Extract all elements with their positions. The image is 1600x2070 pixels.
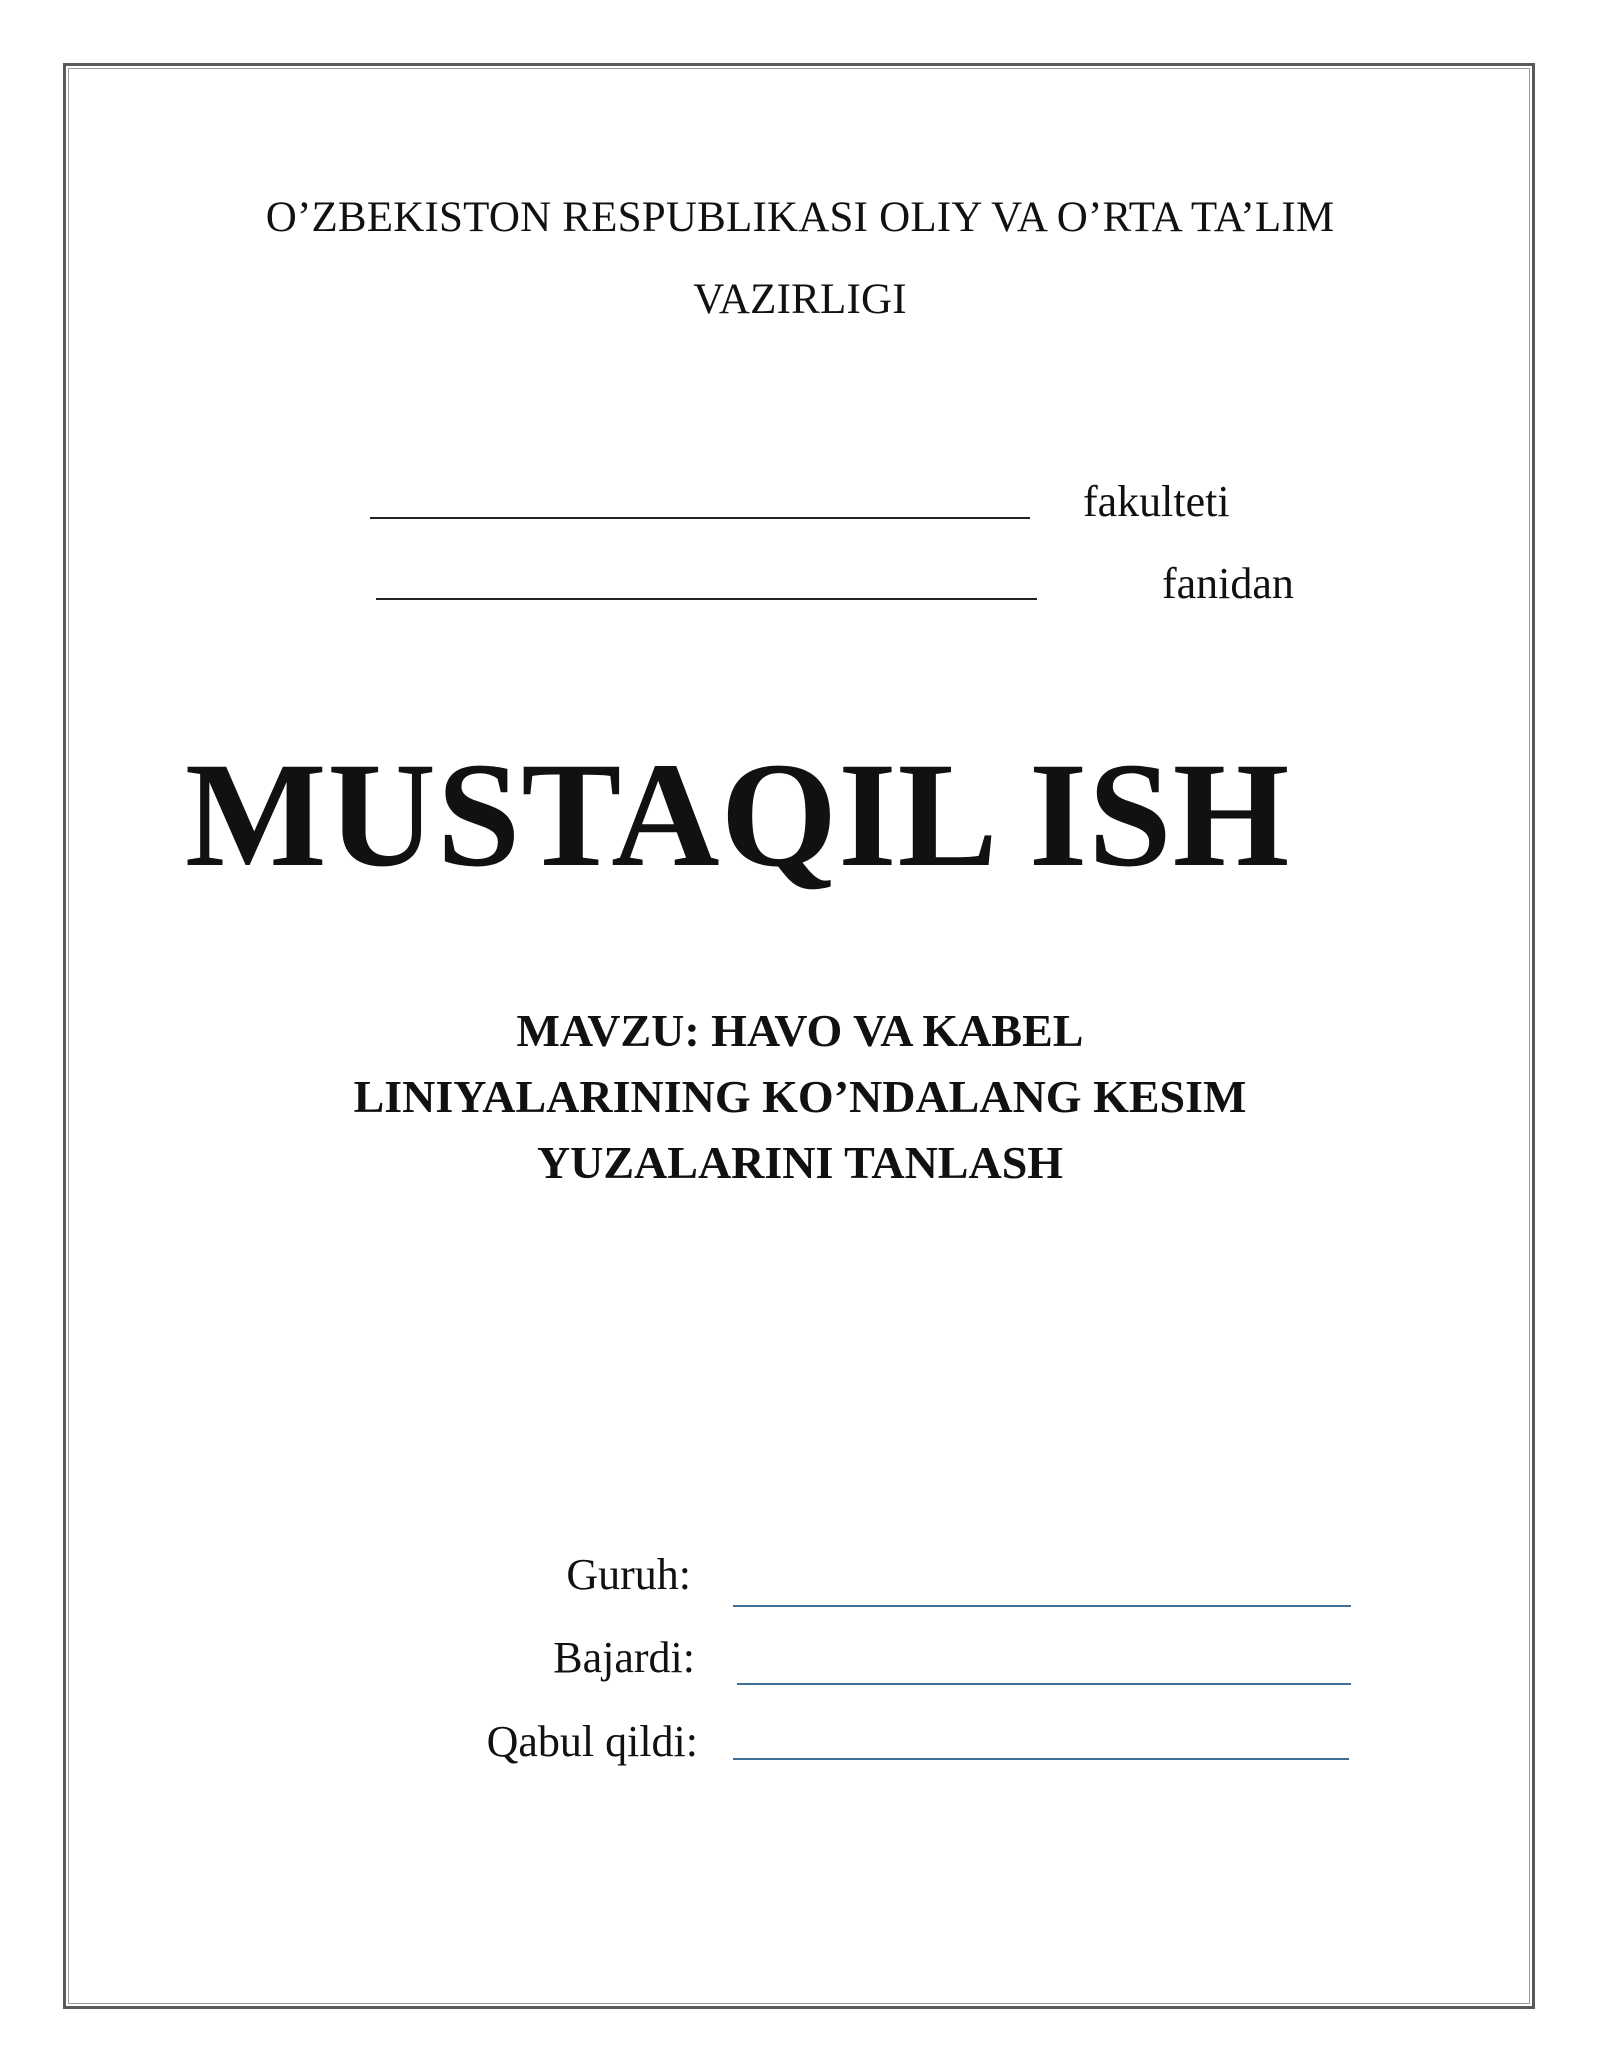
topic-line-2: LINIYALARINING KO’NDALANG KESIM [353,1071,1247,1122]
subject-blank-line [376,598,1037,600]
performed-label: Bajardi: [553,1633,695,1682]
accepted-label: Qabul qildi: [486,1717,698,1766]
group-label: Guruh: [566,1550,691,1599]
faculty-label: fakulteti [1083,477,1230,526]
document-title: MUSTAQIL ISH [185,732,1291,898]
topic-line-3: YUZALARINI TANLASH [536,1137,1064,1188]
faculty-blank-line [370,517,1030,519]
subject-label: fanidan [1162,559,1294,608]
ministry-line-2: VAZIRLIGI [693,276,907,323]
ministry-line-1: O’ZBEKISTON RESPUBLIKASI OLIY VA O’RTA TA’LIM [265,194,1335,241]
topic-line-1: MAVZU: HAVO VA KABEL [516,1005,1084,1056]
accepted-line [733,1758,1349,1760]
performed-line [737,1683,1351,1685]
group-line [733,1605,1351,1607]
